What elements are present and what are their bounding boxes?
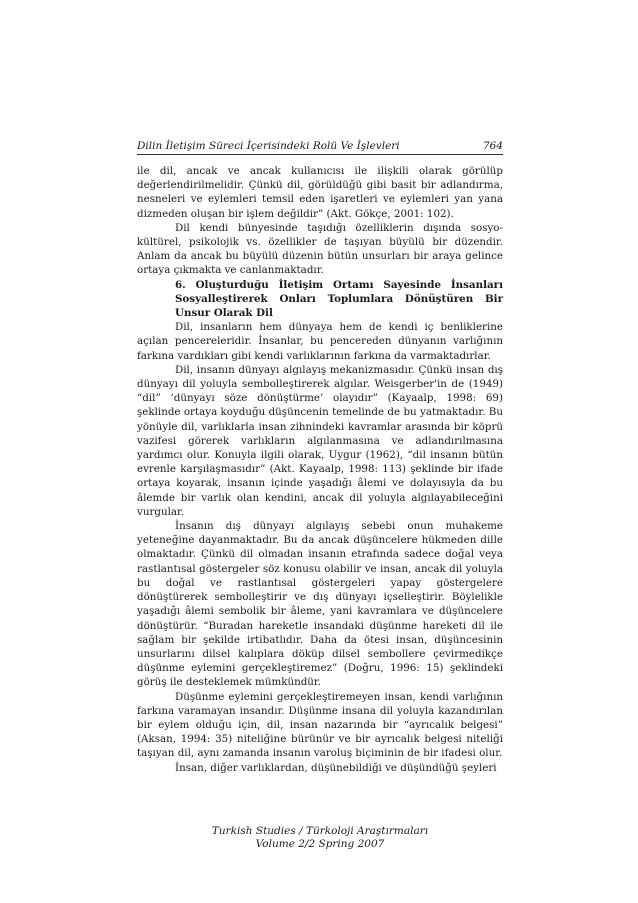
paragraph-4: Dil, insanın dünyayı algılayış mekanizmasıdır. Çünkü insan dış dünyayı dil yoluyla sembolleştirerek algılar. Weisgerber'in de (1949) “dil” ‘dünyayı söze dönüştürme’ olayıdır” (Kayaalp, 1998: 69) şeklinde ortaya koyduğu düşüncenin temelinde de bu yatmaktadır. Bu yönüyle dil, varlıklarla insan zihnindeki kavramlar arasında bir köprü vazifesi görerek varlıkların algılanmasına ve adlandırılmasına yardımcı olur. Konuyla ilgili olarak, Uygur (1962), “dil insanın bütün evrenle karşılaşmasıdır” (Akt. Kayaalp, 1998: 113) şeklinde bir ifade ortaya koyarak, insanın içinde yaşadığı âlemi ve dolayısıyla da bu âlemde bir varlık olan kendini, ancak dil yoluyla algılayabileceğini vurgular.	[137, 363, 503, 518]
paragraph-1: ile dil, ancak ve ancak kullanıcısı ile ilişkili olarak görülüp değerlendirilmelidir. Çünkü dil, görüldüğü gibi basit bir adlandırma, nesneleri ve eylemleri temsil eden işaretleri ve eylemleri yan yana dizmeden oluşan bir işlem değildir” (Akt. Gökçe, 2001: 102).	[137, 165, 503, 220]
paragraph-2: Dil kendi bünyesinde taşıdığı özelliklerin dışında sosyo-kültürel, psikolojik vs. özellikler de taşıyan büyülü bir düzendir. Anlam da ancak bu büyülü düzenin bütün unsurları bir araya gelince ortaya çıkmakta ve canlanmaktadır.	[137, 221, 503, 277]
paragraph-3: Dil, insanların hem dünyaya hem de kendi iç benliklerine açılan pencereleridir. İnsanlar, bu pencereden dünyanın varlığının farkına vardıkları gibi kendi varlıklarının farkına da varmaktadırlar.	[137, 321, 503, 362]
footer-volume: Volume 2/2 Spring 2007	[255, 838, 385, 850]
running-header	[137, 136, 503, 155]
paragraph-7: İnsan, diğer varlıklardan, düşünebildiği ve düşündüğü şeyleri	[175, 761, 497, 774]
paragraph-5: İnsanın dış dünyayı algılayış sebebi onun muhakeme yeteneğine dayanmaktadır. Bu da ancak düşüncelere hükmeden dille olmaktadır. Çünkü dil olmadan insanın etrafında sadece doğal veya rastlantısal göstergeler söz konusu olabilir ve insan, ancak dil yoluyla bu doğal ve rastlantısal göstergeleri yapay göstergelere dönüştürerek sembolleştirir ve dış dünyayı içselleştirir. Böylelikle yaşadığı âlemi sembolik bir âleme, yani kavramlara ve düşüncelere dönüştürür. “Buradan hareketle insandaki düşünme hareketi dil ile sağlam bir şekilde irtibatlıdır. Daha da ötesi insan, düşüncesinin unsurlarını dilsel kalıplara döküp dilsel sembollere çevirmedikçe düşünme eylemini gerçekleştiremez” (Doğru, 1996: 15) şeklindeki görüş ile desteklemek mümkündür.	[137, 520, 503, 689]
page-body	[137, 164, 503, 775]
paragraph-6: Düşünme eylemini gerçekleştiremeyen insan, kendi varlığının farkına varamayan insandır. Düşünme insana dil yoluyla kazandırılan bir eylem olduğu için, dil, insan nazarında bir “ayrıcalık belgesi” (Aksan, 1994: 35) niteliğine bürünür ve bir ayrıcalık belgesi niteliği taşıyan dil, aynı zamanda insanın varoluş biçiminin de bir ifadesi olur.	[137, 690, 503, 760]
page-number: 764	[482, 140, 503, 152]
page-footer	[137, 825, 503, 851]
footer-journal: Turkish Studies / Türkoloji Araştırmaları	[211, 825, 429, 837]
header-title: Dilin İletişim Süreci İçerisindeki Rolü Ve İşlevleri	[137, 140, 400, 152]
section-heading: 6. Oluşturduğu İletişim Ortamı Sayesinde İnsanları Sosyalleştirerek Onları Toplumlara Dönüştüren Bir Unsur Olarak Dil	[175, 278, 503, 320]
